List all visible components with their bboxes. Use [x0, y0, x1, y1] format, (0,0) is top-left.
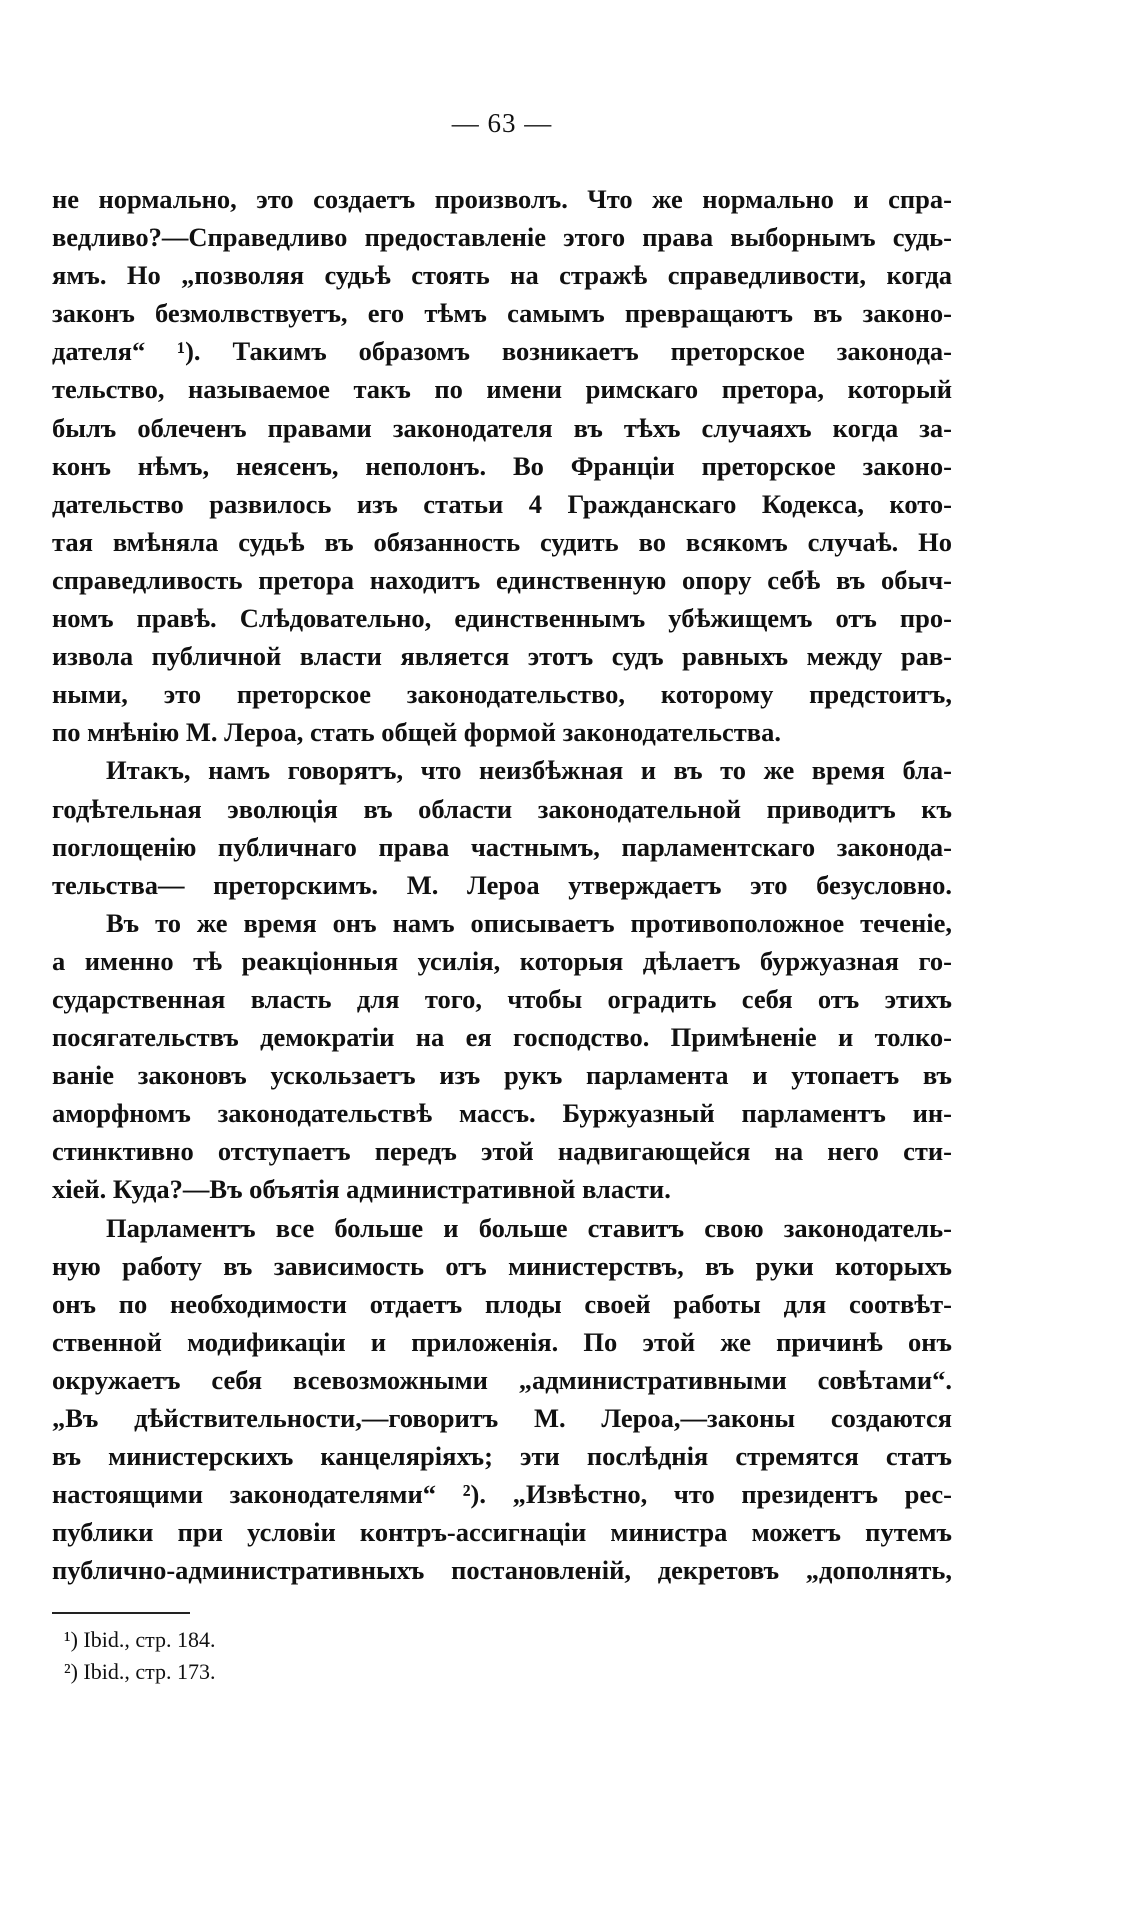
paragraph-4: [52, 1209, 952, 1590]
footnote-2: ²) Ibid., стр. 173.: [64, 1659, 216, 1684]
paragraph-3: [52, 904, 952, 1209]
text-line: конъ нѣмъ, неясенъ, неполонъ. Во Франціи преторское законо-: [52, 450, 952, 481]
text-line: Итакъ, намъ говорятъ, что неизбѣжная и въ то же время бла-: [106, 755, 952, 786]
paragraph-1: [52, 180, 952, 751]
text-line: посягательствъ демократіи на ея господство. Примѣненіе и толко-: [52, 1022, 952, 1053]
text-line: онъ по необходимости отдаетъ плоды своей работы для соотвѣт-: [52, 1288, 952, 1319]
text-line: былъ облеченъ правами законодателя въ тѣхъ случаяхъ когда за-: [52, 412, 952, 443]
text-line: ственной модификаціи и приложенія. По этой же причинѣ онъ: [52, 1326, 952, 1357]
footnote-divider: [52, 1612, 190, 1614]
body-text: [52, 180, 952, 1589]
text-line: окружаетъ себя всевозможными „административными совѣтами“.: [52, 1364, 952, 1395]
text-line: дателя“ ¹). Такимъ образомъ возникаетъ преторское законода-: [52, 336, 952, 367]
text-line: тая вмѣняла судьѣ въ обязанность судить во всякомъ случаѣ. Но: [52, 526, 952, 557]
text-line: публики при условіи контръ-ассигнаціи министра можетъ путемъ: [52, 1517, 952, 1548]
text-line: не нормально, это создаетъ произволъ. Что же нормально и спра-: [52, 184, 952, 214]
page-number: — 63 —: [451, 108, 553, 138]
text-line: въ министерскихъ канцеляріяхъ; эти послѣднія стремятся статъ: [52, 1441, 952, 1472]
text-line: Въ то же время онъ намъ описываетъ противоположное теченіе,: [106, 907, 952, 938]
text-line: ваніе законовъ ускользаетъ изъ рукъ парламента и утопаетъ въ: [52, 1060, 952, 1091]
text-line: годѣтельная эволюція въ области законодательной приводитъ къ: [52, 793, 952, 824]
text-line: тельство, называемое такъ по имени римскаго претора, который: [52, 374, 952, 405]
text-line: настоящими законодателями“ ²). „Извѣстно, что президентъ рес-: [52, 1479, 952, 1510]
text-line: а именно тѣ реакціонныя усилія, которыя дѣлаетъ буржуазная го-: [52, 945, 952, 976]
text-line: поглощенію публичнаго права частнымъ, парламентскаго законода-: [52, 831, 952, 862]
footnote-1: ¹) Ibid., стр. 184.: [64, 1627, 216, 1652]
text-line: хіей. Куда?—Въ объятія административной власти.: [52, 1174, 671, 1205]
text-line: тельства— преторскимъ. М. Лероа утверждаетъ это безусловно.: [52, 869, 952, 900]
text-line: публично-административныхъ постановленій, декретовъ „дополнять,: [52, 1555, 952, 1586]
text-line: извола публичной власти является этотъ судъ равныхъ между рав-: [52, 641, 952, 672]
text-line: справедливость претора находитъ единственную опору себѣ въ обыч-: [52, 564, 952, 595]
text-line: законъ безмолвствуетъ, его тѣмъ самымъ превращаютъ въ законо-: [52, 298, 952, 329]
text-line: сударственная власть для того, чтобы оградить себя отъ этихъ: [52, 983, 952, 1014]
text-line: ными, это преторское законодательство, которому предстоитъ,: [52, 679, 952, 710]
text-line: стинктивно отступаетъ передъ этой надвигающейся на него сти-: [52, 1136, 952, 1167]
text-line: Парламентъ все больше и больше ставитъ свою законодатель-: [106, 1212, 952, 1243]
text-line: ямъ. Но „позволяя судьѣ стоять на стражѣ справедливости, когда: [52, 260, 952, 291]
footnotes: [52, 1624, 652, 1688]
text-line: ную работу въ зависимость отъ министерствъ, въ руки которыхъ: [52, 1250, 952, 1281]
paragraph-2: [52, 751, 952, 903]
text-line: номъ правѣ. Слѣдовательно, единственнымъ убѣжищемъ отъ про-: [52, 603, 952, 634]
text-line: ведливо?—Справедливо предоставленіе этого права выборнымъ судь-: [52, 222, 952, 253]
book-page: [52, 0, 952, 1906]
text-line: дательство развилось изъ статьи 4 Гражданскаго Кодекса, кото-: [52, 488, 952, 519]
text-line: по мнѣнію М. Лероа, стать общей формой законодательства.: [52, 717, 781, 748]
text-line: „Въ дѣйствительности,—говоритъ М. Лероа,—законы создаются: [52, 1403, 952, 1433]
text-line: аморфномъ законодательствѣ массъ. Буржуазный парламентъ ин-: [52, 1098, 952, 1129]
